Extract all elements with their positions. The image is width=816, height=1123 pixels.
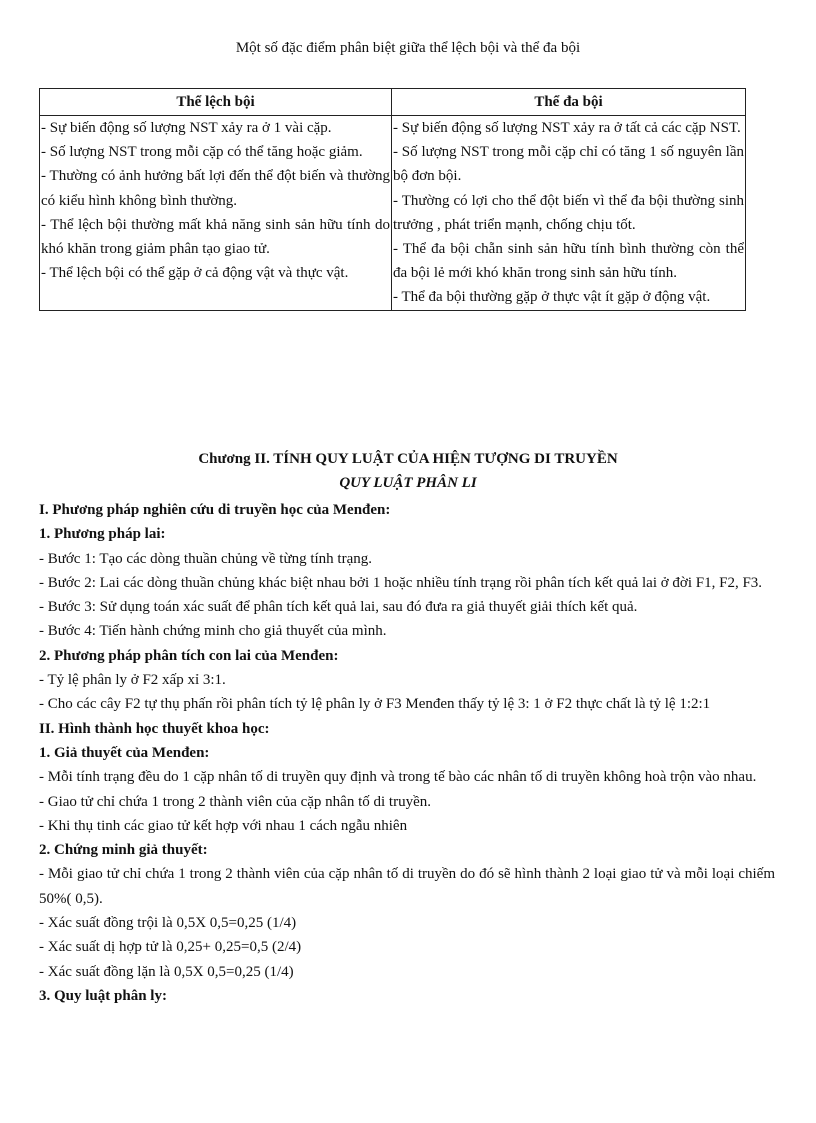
paragraph: - Bước 1: Tạo các dòng thuần chủng về từng tính trạng. — [39, 550, 373, 567]
polyploid-cell — [392, 116, 746, 311]
paragraph: - Xác suất đồng lặn là 0,5X 0,5=0,25 (1/4) — [39, 963, 294, 980]
paragraph: - Khi thụ tinh các giao tử kết hợp với nhau 1 cách ngẫu nhiên — [39, 817, 408, 834]
paragraph: - Mỗi giao tử chỉ chứa 1 trong 2 thành viên của cặp nhân tố di truyền do đó sẽ hình thành 2 loại giao tử và mỗi loại chiếm 50%( 0,5). — [39, 866, 775, 907]
list-item: - Thể lệch bội có thể gặp ở cả động vật và thực vật. — [41, 265, 349, 282]
document-title: Một số đặc điểm phân biệt giữa thể lệch bội và thể đa bội — [235, 40, 581, 56]
subsection-heading: 2. Phương pháp phân tích con lai của Menđen: — [39, 647, 339, 664]
list-item: - Thể đa bội chẵn sinh sản hữu tính bình thường còn thể đa bội lẻ mới khó khăn trong sinh sản hữu tính. — [393, 241, 744, 282]
table-header-polyploid: Thể đa bội — [392, 89, 746, 116]
paragraph: - Tỷ lệ phân ly ở F2 xấp xỉ 3:1. — [39, 672, 226, 689]
list-item: - Thể đa bội thường gặp ở thực vật ít gặp ở động vật. — [393, 289, 711, 306]
section-heading: II. Hình thành học thuyết khoa học: — [39, 720, 270, 737]
paragraph: - Xác suất dị hợp tử là 0,25+ 0,25=0,5 (2/4) — [39, 939, 302, 956]
list-item: - Thể lệch bội thường mất khả năng sinh sản hữu tính do khó khăn trong giảm phân tạo giao tử. — [41, 216, 390, 258]
list-item: - Số lượng NST trong mỗi cặp có thể tăng hoặc giảm. — [41, 144, 363, 161]
subsection-heading: 2. Chứng minh giả thuyết: — [39, 842, 208, 859]
list-item: - Số lượng NST trong mỗi cặp chỉ có tăng 1 số nguyên lần bộ đơn bội. — [393, 144, 744, 185]
subsection-heading: 1. Phương pháp lai: — [39, 526, 166, 543]
paragraph: - Bước 2: Lai các dòng thuần chủng khác biệt nhau bởi 1 hoặc nhiều tính trạng rồi phân tích kết quả lai ở đời F1, F2, F3. — [39, 574, 763, 591]
section-heading: I. Phương pháp nghiên cứu di truyền học của Menđen: — [39, 502, 391, 518]
table-header-aneuploid: Thể lệch bội — [40, 89, 392, 116]
paragraph: - Bước 3: Sử dụng toán xác suất để phân tích kết quả lai, sau đó đưa ra giả thuyết giải thích kết quả. — [39, 599, 638, 616]
table-row — [40, 116, 746, 311]
chapter-title: Chương II. TÍNH QUY LUẬT CỦA HIỆN TƯỢNG DI TRUYỀN — [198, 451, 618, 467]
paragraph: - Xác suất đồng trội là 0,5X 0,5=0,25 (1/4) — [39, 915, 297, 932]
aneuploid-cell — [40, 116, 392, 311]
chapter-subtitle: QUY LUẬT PHÂN LI — [339, 475, 477, 491]
paragraph: - Bước 4: Tiến hành chứng minh cho giả thuyết của mình. — [39, 623, 387, 640]
list-item: - Sự biến động số lượng NST xảy ra ở 1 vài cặp. — [41, 120, 332, 136]
subsection-heading: 3. Quy luật phân ly: — [39, 987, 167, 1004]
comparison-table — [39, 88, 746, 311]
paragraph: - Giao tử chỉ chứa 1 trong 2 thành viên của cặp nhân tố di truyền. — [39, 793, 431, 810]
subsection-heading: 1. Giả thuyết của Menđen: — [39, 744, 210, 761]
paragraph: - Mỗi tính trạng đều do 1 cặp nhân tố di truyền quy định và trong tế bào các nhân tố di truyền không hoà trộn vào nhau. — [39, 769, 757, 786]
list-item: - Thường có ảnh hưởng bất lợi đến thể đột biến và thường có kiểu hình không bình thường. — [41, 168, 390, 209]
paragraph: - Cho các cây F2 tự thụ phấn rồi phân tích tỷ lệ phân ly ở F3 Menđen thấy tỷ lệ 3: 1 ở F2 thực chất là tỷ lệ 1:2:1 — [39, 696, 711, 713]
document-body — [39, 498, 775, 1008]
list-item: - Thường có lợi cho thể đột biến vì thể đa bội thường sinh trưởng , phát triển mạnh, chống chịu tốt. — [393, 192, 744, 233]
list-item: - Sự biến động số lượng NST xảy ra ở tất cả các cặp NST. — [393, 120, 741, 136]
